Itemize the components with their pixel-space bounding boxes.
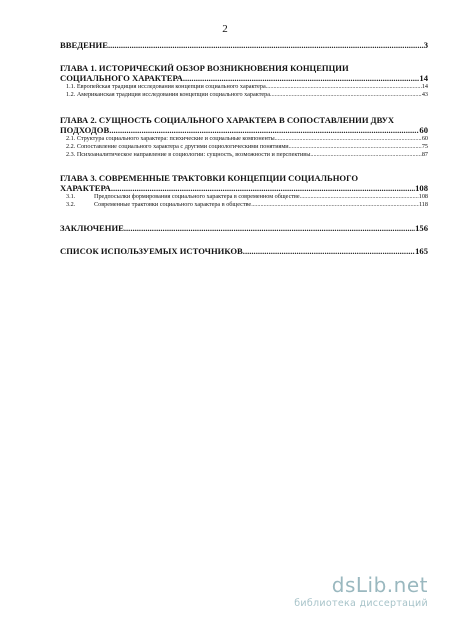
toc-conclusion[interactable] xyxy=(60,223,428,233)
chapter-2-title-line2: ПОДХОДОВ xyxy=(60,125,110,135)
watermark-logo: dsLib.net xyxy=(331,573,428,597)
watermark xyxy=(294,573,428,609)
toc-item-2-3[interactable] xyxy=(60,151,428,159)
watermark-subtitle: библиотека диссертаций xyxy=(294,598,428,609)
item-2-3-page: 87 xyxy=(421,151,428,159)
conclusion-page: 156 xyxy=(415,223,428,233)
item-1-2-text: 1.2. Американская традиция исследования концепции социального характера xyxy=(66,91,270,99)
dot-leader xyxy=(109,125,419,135)
item-3-1-number: 3.1. xyxy=(66,193,76,200)
chapter-3-title-line2: ХАРАКТЕРА xyxy=(60,183,111,193)
toc-item-3-2[interactable] xyxy=(60,201,428,209)
page-number: 2 xyxy=(222,23,228,35)
item-3-1-page: 108 xyxy=(418,193,428,200)
chapter-1-title-line2: СОЦИАЛЬНОГО ХАРАКТЕРА xyxy=(60,73,183,83)
dot-leader xyxy=(270,91,422,99)
references-title: СПИСОК ИСПОЛЬЗУЕМЫХ ИСТОЧНИКОВ xyxy=(60,246,243,256)
item-2-2-text: 2.2. Сопоставление социального характера с другими социологическими понятиями xyxy=(66,143,289,151)
toc-item-1-1[interactable] xyxy=(60,83,428,91)
toc-item-2-1[interactable] xyxy=(60,135,428,143)
item-2-1-page: 60 xyxy=(421,135,428,142)
dot-leader xyxy=(108,40,424,50)
dot-leader xyxy=(111,183,415,193)
intro-title: ВВЕДЕНИЕ xyxy=(60,40,108,50)
item-3-2-number: 3.2. xyxy=(66,201,76,209)
chapter-3-page: 108 xyxy=(415,183,428,193)
item-2-1-text: 2.1. Структура социального характера: психические и социальные компоненты xyxy=(66,135,275,142)
references-page: 165 xyxy=(415,246,428,256)
item-2-2-page: 75 xyxy=(421,143,428,151)
item-1-2-page: 43 xyxy=(421,91,428,99)
toc-chapter-3[interactable] xyxy=(60,173,428,209)
toc-chapter-1[interactable] xyxy=(60,63,428,99)
item-3-2-page: 118 xyxy=(418,201,428,209)
dot-leader xyxy=(124,223,415,233)
chapter-2-title-line1: ГЛАВА 2. СУЩНОСТЬ СОЦИАЛЬНОГО ХАРАКТЕРА В СОПОСТАВЛЕНИИ ДВУХ xyxy=(60,115,395,125)
dot-leader xyxy=(266,83,422,91)
intro-page: 3 xyxy=(423,40,428,50)
item-2-3-text: 2.3. Психоаналитическое направление в социологии: сущность, возможности и перспективы xyxy=(66,151,311,159)
toc-references[interactable] xyxy=(60,246,428,256)
chapter-2-page: 60 xyxy=(419,125,428,135)
item-3-2-text: Современные трактовки социального характера в обществе xyxy=(94,201,252,209)
item-1-1-page: 14 xyxy=(421,83,428,90)
item-3-1-text: Предпосылки формирования социального характера в современном обществе xyxy=(94,193,300,200)
dot-leader xyxy=(310,151,421,159)
toc-item-2-2[interactable] xyxy=(60,143,428,151)
conclusion-title: ЗАКЛЮЧЕНИЕ xyxy=(60,223,124,233)
dot-leader xyxy=(275,135,422,143)
chapter-3-title-line1: ГЛАВА 3. СОВРЕМЕННЫЕ ТРАКТОВКИ КОНЦЕПЦИИ СОЦИАЛЬНОГО xyxy=(60,173,359,183)
chapter-1-title-line1: ГЛАВА 1. ИСТОРИЧЕСКИЙ ОБЗОР ВОЗНИКНОВЕНИЯ КОНЦЕПЦИИ xyxy=(60,63,349,73)
toc-intro[interactable] xyxy=(60,40,428,50)
dot-leader xyxy=(183,73,420,83)
toc-item-3-1[interactable] xyxy=(60,193,428,201)
dot-leader xyxy=(289,143,422,151)
chapter-1-page: 14 xyxy=(419,73,428,83)
item-1-1-text: 1.1. Европейская традиция исследования концепции социального характера xyxy=(66,83,266,90)
dot-leader xyxy=(251,201,419,209)
toc-item-1-2[interactable] xyxy=(60,91,428,99)
dot-leader xyxy=(243,246,415,256)
dot-leader xyxy=(300,193,419,201)
toc-chapter-2[interactable] xyxy=(60,115,428,160)
